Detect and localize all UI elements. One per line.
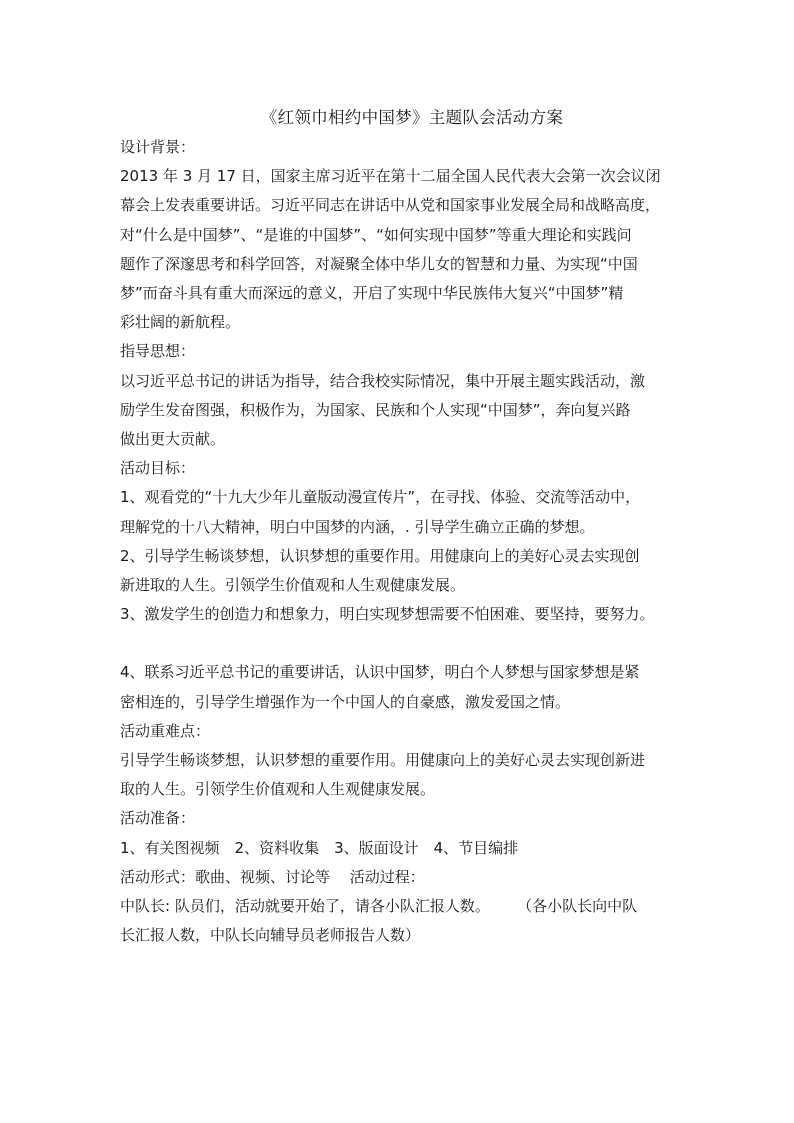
process-paragraph [120,892,688,950]
blank-line [120,629,688,658]
document-content [120,103,688,950]
section-heading-guidance: 指导思想： [120,342,196,361]
background-paragraph [120,162,688,337]
list-item-line: 1、观看党的“十九大少年儿童版动漫宣传片”，在寻找、体验、交流等活动中， [120,488,641,507]
paragraph-line: 梦”而奋斗具有重大而深远的意义，开启了实现中华民族伟大复兴“中国梦”精 [120,284,624,303]
paragraph-line: 2013 年 3 月 17 日，国家主席习近平在第十二届全国人民代表大会第一次会议闭 [120,167,661,186]
key-points-paragraph [120,746,688,804]
paragraph-line: 引导学生畅谈梦想，认识梦想的重要作用。用健康向上的美好心灵去实现创新进 [120,751,646,770]
goals-list [120,483,688,716]
section-heading-key-points: 活动重难点： [120,721,211,740]
list-item-line: 理解党的十八大精神，明白中国梦的内涵，. 引导学生确立正确的梦想。 [120,517,595,536]
activity-form-line: 活动形式：歌曲、视频、讨论等 活动过程： [120,867,425,886]
list-item-line: 2、引导学生畅谈梦想，认识梦想的重要作用。用健康向上的美好心灵去实现创 [120,546,640,565]
paragraph-line: 以习近平总书记的讲话为指导，结合我校实际情况，集中开展主题实践活动，激 [120,371,646,390]
list-item-line: 密相连的，引导学生增强作为一个中国人的自豪感，激发爱国之情。 [120,692,571,711]
paragraph-line: 长汇报人数，中队长向辅导员老师报告人数） [120,926,421,945]
paragraph-line: 幕会上发表重要讲话。习近平同志在讲话中从党和国家事业发展全局和战略高度， [120,196,661,215]
preparation-items: 1、有关图视频 2、资料收集 3、版面设计 4、节目编排 [120,838,519,857]
list-item-line: 3、激发学生的创造力和想象力，明白实现梦想需要不怕困难、要坚持，要努力。 [120,605,655,624]
section-heading-background: 设计背景： [120,138,196,156]
guidance-paragraph [120,367,688,455]
section-heading-preparation: 活动准备： [120,809,196,828]
paragraph-line: 做出更大贡献。 [120,430,226,449]
paragraph-line: 彩壮阔的新航程。 [120,313,241,332]
paragraph-line: 中队长: 队员们，活动就要开始了，请各小队汇报人数。 （各小队长向中队 [120,897,638,916]
list-item-line: 4、联系习近平总书记的重要讲话，认识中国梦，明白个人梦想与国家梦想是紧 [120,663,640,682]
section-heading-goals: 活动目标： [120,459,196,478]
paragraph-line: 励学生发奋图强，积极作为，为国家、民族和个人实现“中国梦”，奔向复兴路 [120,400,631,419]
paragraph-line: 取的人生。引领学生价值观和人生观健康发展。 [120,780,436,799]
paragraph-line: 题作了深邃思考和科学回答，对凝聚全体中华儿女的智慧和力量、为实现“中国 [120,254,638,273]
list-item-line: 新进取的人生。引领学生价值观和人生观健康发展。 [120,576,466,595]
document-title: 《红领巾相约中国梦》主题队会活动方案 [260,108,564,127]
paragraph-line: 对“什么是中国梦”、“是谁的中国梦”、“如何实现中国梦”等重大理论和实践问 [120,225,632,244]
